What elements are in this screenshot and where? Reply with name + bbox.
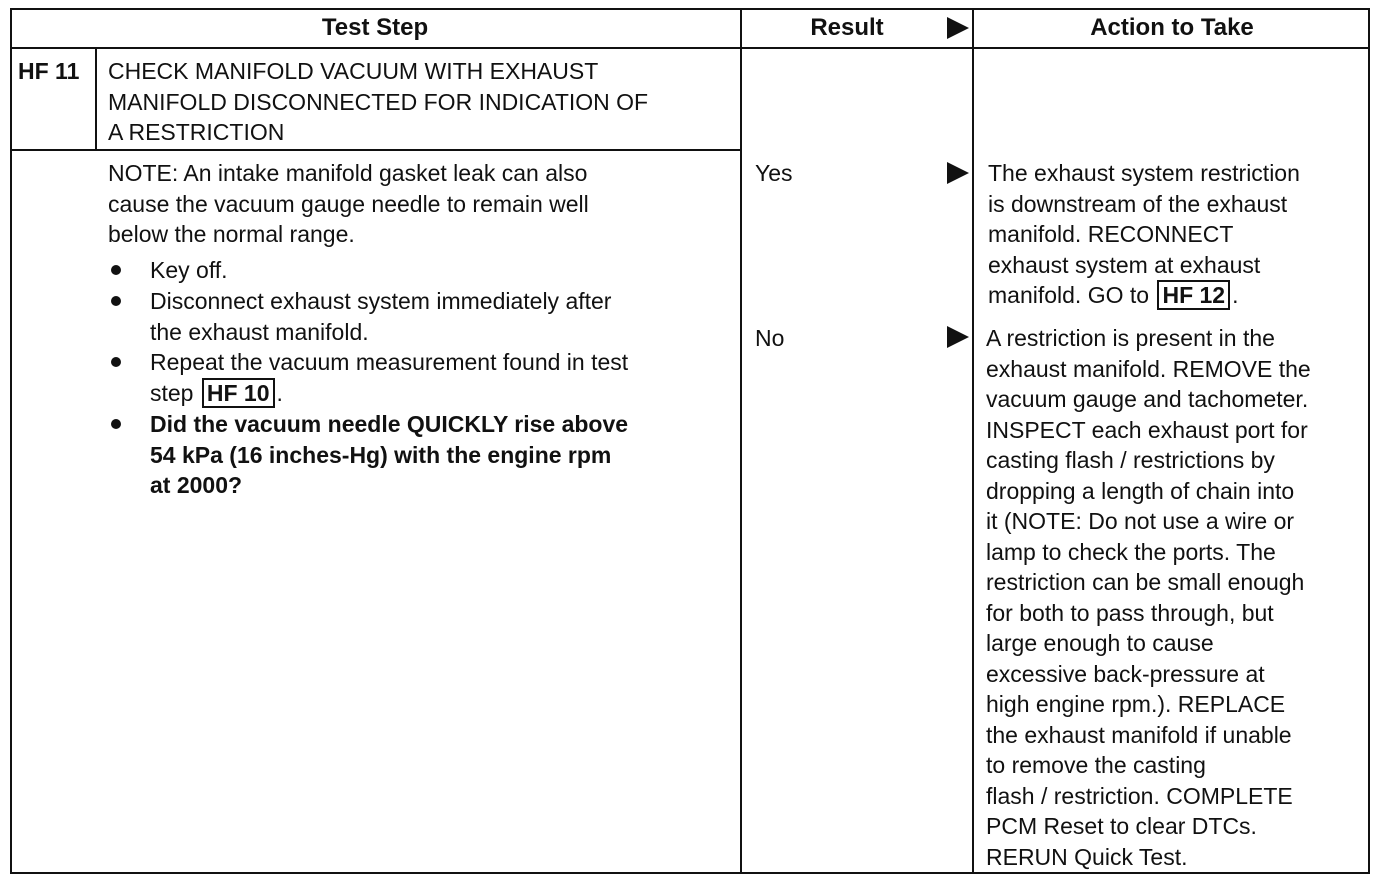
column-divider-action: [972, 8, 974, 874]
result-arrow-icon: [947, 17, 969, 39]
bullet-icon: [111, 296, 121, 306]
header-test-step: Test Step: [321, 14, 429, 41]
header-action: Action to Take: [1090, 14, 1254, 41]
bullet-icon: [111, 357, 121, 367]
result-yes: Yes: [755, 160, 793, 186]
title-rule: [10, 149, 742, 151]
bullet-question: Did the vacuum needle QUICKLY rise above 54 kPa (16 inches-Hg) with the engine rpm at 2000?: [150, 411, 629, 498]
action-yes: The exhaust system restriction is downstream of the exhaust manifold. RECONNECT exhaust system at exhaust manifold. GO to HF 12 .: [988, 160, 1300, 308]
header-result: Result: [810, 14, 884, 41]
bullet-item: Key off.: [150, 257, 228, 283]
note: NOTE: An intake manifold gasket leak can also cause the vacuum gauge needle to remain well below the normal range.: [108, 160, 589, 247]
bullet-item: Repeat the vacuum measurement found in test step HF 10 .: [150, 349, 629, 406]
yes-arrow-icon: [947, 162, 969, 184]
bullet-icon: [111, 419, 121, 429]
bullet-icon: [111, 265, 121, 275]
result-no: No: [755, 325, 785, 351]
step-title: CHECK MANIFOLD VACUUM WITH EXHAUST MANIFOLD DISCONNECTED FOR INDICATION OF A RESTRICTION: [108, 58, 649, 145]
column-divider-result: [740, 8, 742, 874]
step-id: HF 11: [18, 58, 80, 84]
step-id-divider: [95, 48, 97, 150]
bullet-item: Disconnect exhaust system immediately after the exhaust manifold.: [150, 288, 612, 345]
header-rule: [10, 47, 1370, 49]
action-no: A restriction is present in the exhaust manifold. REMOVE the vacuum gauge and tachometer. INSPECT each exhaust port for casting flash / restrictions by dropping a length of chain into it (NOTE: Do not use a wire or lamp to check the ports. The restriction can be small enough for both to pass through, but large enough to cause excessive back-pressure at high engine rpm.). REPLACE the exhaust manifold if unable to remove the casting flash / restriction. COMPLETE PCM Reset to clear DTCs. RERUN Quick Test.: [986, 325, 1311, 870]
no-arrow-icon: [947, 326, 969, 348]
step-ref-hf12[interactable]: HF 12: [1157, 280, 1230, 310]
step-ref-hf10[interactable]: HF 10: [202, 378, 275, 408]
